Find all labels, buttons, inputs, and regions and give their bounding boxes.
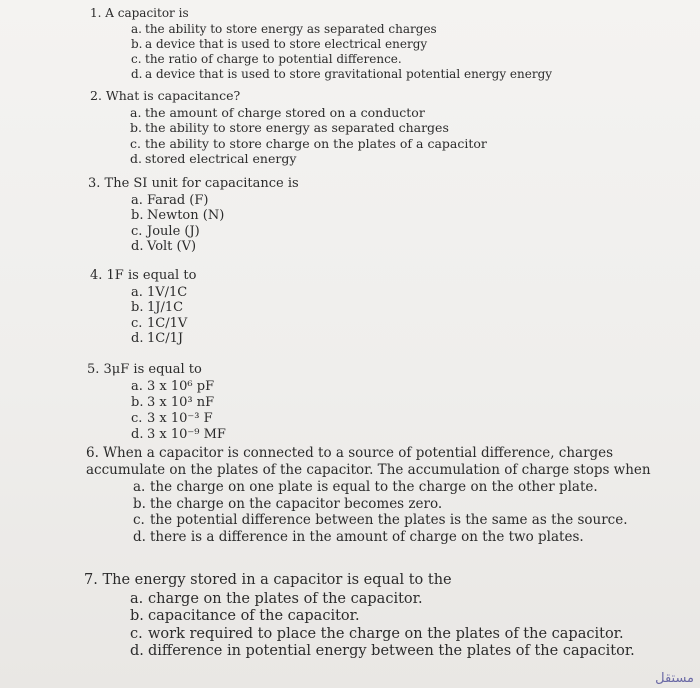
option-text: the ability to store energy as separated charges [145, 22, 437, 36]
option-list [131, 193, 299, 255]
option-text: 1C/1V [147, 315, 188, 331]
question-2 [90, 88, 487, 167]
option-letter: d. [133, 528, 146, 545]
option-c [133, 512, 686, 529]
option-text: Newton (N) [147, 208, 225, 223]
option-a [131, 285, 196, 301]
option-text: the charge on one plate is equal to the charge on the other plate. [150, 479, 598, 495]
question-stem: 7. The energy stored in a capacitor is equal to the [84, 572, 452, 588]
option-a [130, 105, 487, 121]
option-text: the charge on the capacitor becomes zero. [150, 495, 443, 512]
question-stem: 3. The SI unit for capacitance is [88, 176, 299, 191]
option-letter: c. [131, 223, 143, 239]
option-letter: b. [130, 608, 144, 624]
option-d [131, 331, 196, 347]
option-letter: d. [130, 151, 142, 166]
option-a [133, 479, 686, 496]
option-a [131, 193, 299, 209]
option-c [130, 626, 684, 644]
option-text: capacitance of the capacitor. [148, 608, 360, 624]
option-a [130, 591, 684, 609]
option-letter: b. [130, 120, 142, 135]
option-letter: b. [131, 208, 144, 223]
option-b [131, 37, 552, 52]
option-d [131, 427, 226, 443]
option-letter: d. [131, 239, 144, 254]
option-letter: b. [131, 37, 143, 51]
option-c [131, 224, 299, 240]
option-text: the ability to store charge on the plates of a capacitor [145, 135, 487, 151]
option-letter: a. [130, 104, 142, 120]
option-text: stored electrical energy [145, 151, 297, 166]
option-a [131, 379, 226, 395]
option-d [131, 67, 552, 82]
option-text: 3 x 10⁶ pF [147, 379, 215, 394]
option-letter: c. [131, 315, 143, 331]
option-letter: d. [130, 643, 144, 659]
option-text: the ability to store energy as separated charges [145, 120, 449, 135]
option-letter: a. [133, 479, 146, 495]
option-text: there is a difference in the amount of charge on the two plates. [150, 528, 584, 545]
option-text: the amount of charge stored on a conductor [145, 104, 425, 120]
option-c [131, 52, 552, 67]
option-d [130, 151, 487, 167]
option-letter: c. [130, 135, 141, 151]
option-letter: a. [131, 379, 143, 394]
option-text: 3 x 10³ nF [147, 395, 215, 410]
option-letter: d. [131, 67, 143, 81]
option-text: 3 x 10⁻⁹ MF [147, 427, 226, 442]
option-d [131, 239, 299, 255]
option-b [131, 395, 226, 411]
option-d [133, 529, 686, 546]
option-b [130, 120, 487, 136]
question-7 [84, 572, 684, 661]
option-letter: c. [133, 512, 145, 528]
question-6 [86, 445, 686, 545]
option-text: 1C/1J [147, 331, 184, 346]
option-list [130, 105, 487, 167]
option-letter: a. [131, 22, 142, 36]
option-text: difference in potential energy between the plates of the capacitor. [148, 643, 635, 659]
option-letter: c. [131, 52, 142, 66]
question-5 [87, 362, 226, 443]
option-text: 3 x 10⁻³ F [147, 411, 213, 426]
option-text: a device that is used to store electrical energy [145, 37, 428, 51]
option-b [131, 300, 196, 316]
watermark: مستقل [655, 671, 694, 686]
question-1 [90, 6, 552, 82]
option-text: a device that is used to store gravitational potential energy energy [145, 67, 553, 81]
option-letter: b. [131, 395, 144, 410]
option-list [131, 22, 552, 82]
option-a [131, 22, 552, 37]
option-text: Joule (J) [147, 223, 200, 239]
option-b [130, 608, 684, 626]
question-4 [90, 268, 196, 347]
option-c [131, 411, 226, 427]
option-letter: b. [131, 300, 144, 315]
question-stem: 1. A capacitor is [90, 6, 189, 20]
option-letter: a. [130, 590, 144, 607]
option-b [133, 496, 686, 513]
question-stem: 2. What is capacitance? [90, 88, 241, 103]
option-c [131, 316, 196, 332]
option-list [131, 379, 226, 443]
option-text: 1V/1C [147, 284, 188, 300]
option-text: 1J/1C [147, 300, 184, 315]
option-letter: b. [133, 495, 146, 512]
option-list [131, 285, 196, 347]
option-list [133, 479, 686, 545]
option-letter: c. [130, 625, 143, 642]
option-text: work required to place the charge on the plates of the capacitor. [148, 625, 624, 642]
option-text: Farad (F) [147, 192, 209, 208]
option-letter: d. [131, 331, 144, 346]
question-stem: 4. 1F is equal to [90, 268, 197, 283]
option-text: charge on the plates of the capacitor. [148, 590, 423, 607]
option-letter: d. [131, 427, 144, 442]
option-c [130, 136, 487, 152]
option-text: the potential difference between the plates is the same as the source. [150, 512, 628, 528]
question-3 [88, 176, 299, 255]
option-b [131, 208, 299, 224]
option-letter: c. [131, 411, 143, 426]
option-text: Volt (V) [147, 239, 197, 254]
question-stem: 5. 3μF is equal to [87, 362, 202, 377]
option-d [130, 643, 684, 661]
option-letter: a. [131, 192, 143, 208]
option-text: the ratio of charge to potential difference. [145, 52, 402, 66]
option-letter: a. [131, 284, 143, 300]
question-stem: 6. When a capacitor is connected to a source of potential difference, charges accumulate on the plates of the capacitor. The accumulation of charge stops when [86, 445, 651, 478]
option-list [130, 591, 684, 661]
